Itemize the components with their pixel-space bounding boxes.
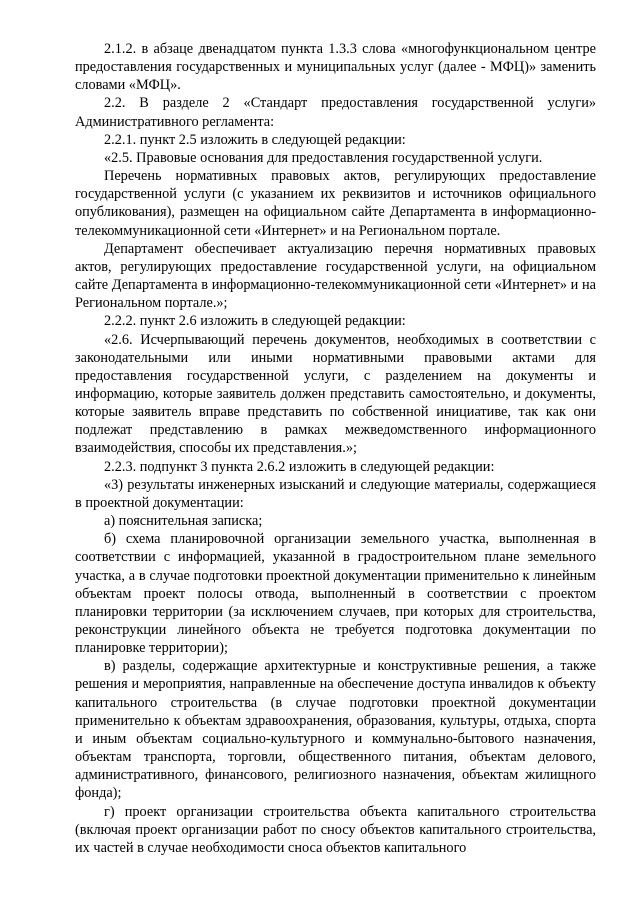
- document-page: [75, 40, 596, 857]
- paragraph-item-v: в) разделы, содержащие архитектурные и конструктивные решения, а также решения и мероприятия, направленные на обеспечение доступа инвалидов к объекту капитального строительства (в случае подготовки проектной документации применительно к объектам здравоохранения, образования, культуры, отдыха, спорта и иным объектам социально-культурного и коммунально-бытового назначения, объектам транспорта, торговли, общественного питания, объектам делового, административного, финансового, религиозного назначения, объектам жилищного фонда);: [75, 658, 596, 802]
- paragraph-department-updates: Департамент обеспечивает актуализацию перечня нормативных правовых актов, регулирующих предоставление государственной услуги, на официальном сайте Департамента в информационно-телекоммуникационной сети «Интернет» и на Региональном портале.»;: [75, 240, 596, 312]
- paragraph-item-3: «3) результаты инженерных изысканий и следующие материалы, содержащиеся в проектной документации:: [75, 476, 596, 511]
- paragraph-2-5-heading: «2.5. Правовые основания для предоставления государственной услуги.: [104, 149, 543, 166]
- paragraph-2-2-1: 2.2.1. пункт 2.5 изложить в следующей редакции:: [104, 131, 406, 148]
- paragraph-2-2-3: 2.2.3. подпункт 3 пункта 2.6.2 изложить в следующей редакции:: [104, 458, 495, 475]
- paragraph-legal-acts-list: Перечень нормативных правовых актов, регулирующих предоставление государственной услуги (с указанием их реквизитов и источников официального опубликования), размещен на официальном сайте Департамента в информационно-телекоммуникационной сети «Интернет» и на Региональном портале.: [75, 168, 596, 239]
- paragraph-2-2-2: 2.2.2. пункт 2.6 изложить в следующей редакции:: [104, 313, 406, 330]
- paragraph-2-2: 2.2. В разделе 2 «Стандарт предоставления государственной услуги» Административного регламента:: [75, 95, 596, 130]
- paragraph-item-g: г) проект организации строительства объекта капитального строительства (включая проект организации работ по сносу объектов капитального строительства, их частей в случае необходимости сноса объектов капитального: [75, 803, 596, 856]
- paragraph-2-1-2: 2.1.2. в абзаце двенадцатом пункта 1.3.3 слова «многофункциональном центре предоставления государственных и муниципальных услуг (далее - МФЦ)» заменить словами «МФЦ».: [75, 41, 596, 94]
- paragraph-item-a: а) пояснительная записка;: [104, 513, 263, 530]
- paragraph-item-b: б) схема планировочной организации земельного участка, выполненная в соответствии с информацией, указанной в градостроительном плане земельного участка, а в случае подготовки проектной документации применительно к линейным объектам проект полосы отвода, выполненный в соответствии с проектом планировки территории (за исключением случаев, при которых для строительства, реконструкции линейного объекта не требуется подготовка документации по планировке территории);: [75, 531, 596, 657]
- paragraph-2-6-heading: «2.6. Исчерпывающий перечень документов, необходимых в соответствии с законодательными или иными нормативными правовыми актами для предоставления государственной услуги, с разделением на документы и информацию, которые заявитель должен представить самостоятельно, и документы, которые заявитель вправе представить по собственной инициативе, так как они подлежат представлению в рамках межведомственного информационного взаимодействия, способы их представления.»;: [75, 331, 596, 457]
